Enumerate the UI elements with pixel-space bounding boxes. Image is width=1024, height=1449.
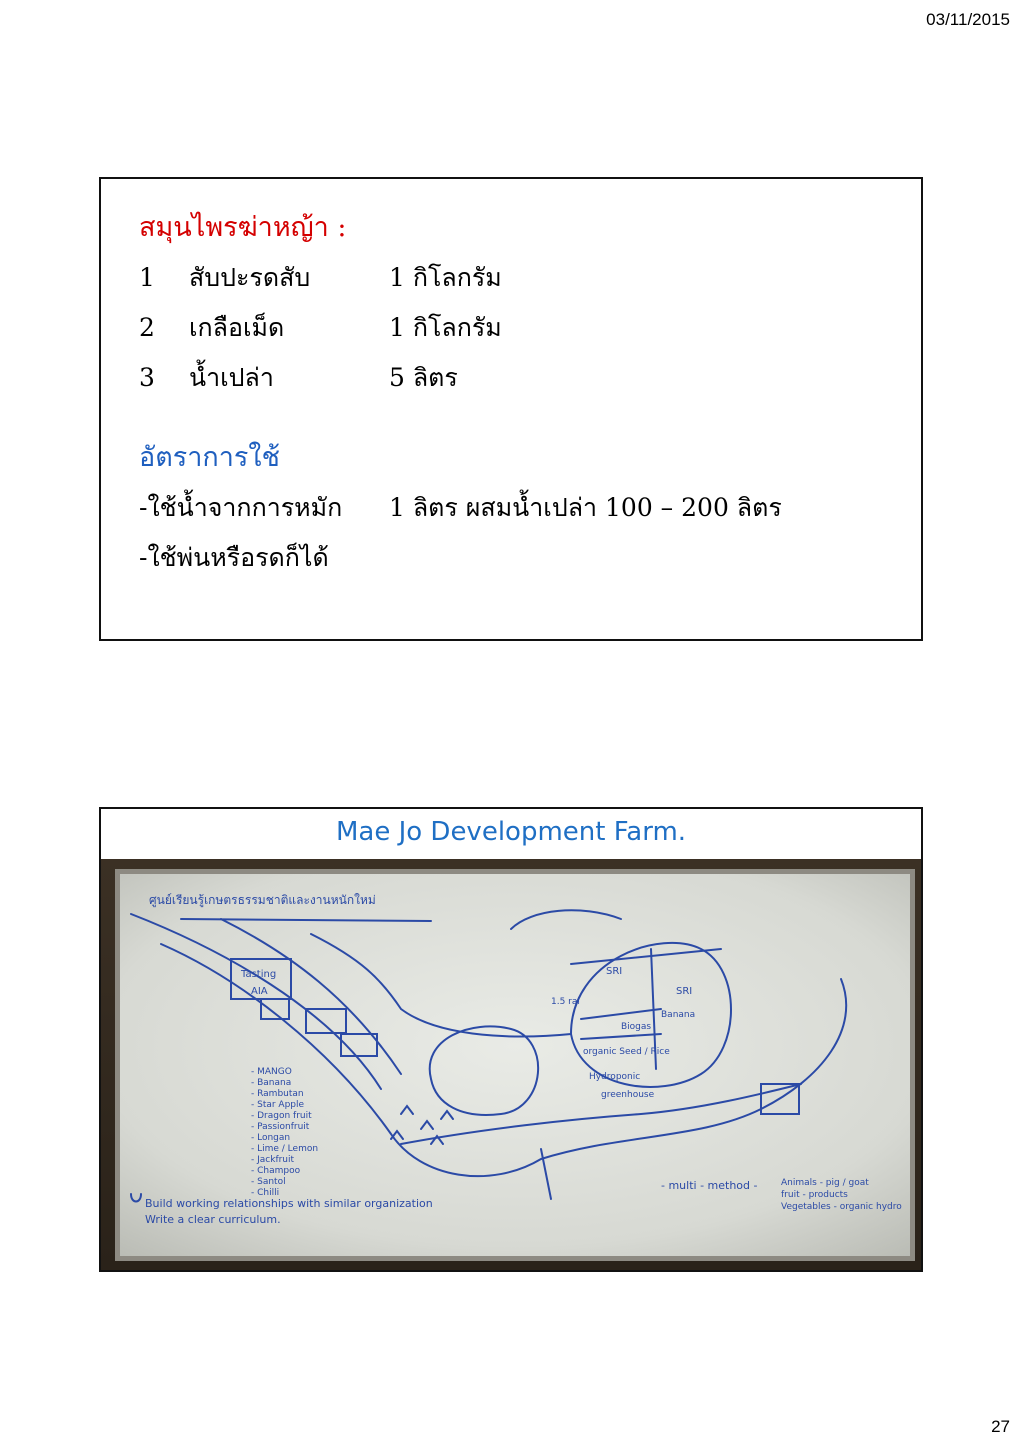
multi-method-item: fruit - products (781, 1190, 848, 1200)
board-label: Hydroponic (589, 1072, 641, 1082)
whiteboard-photo (101, 859, 921, 1270)
board-label: 1.5 rai (551, 997, 580, 1007)
board-label: AIA (251, 986, 268, 997)
board-label: Tasting (241, 969, 277, 980)
fruit-item: - Santol (251, 1177, 286, 1187)
multi-method-label: - multi - method - (661, 1179, 758, 1192)
slide-farm-photo (99, 807, 923, 1272)
ingredient-quantity: 5 ลิตร (389, 363, 458, 392)
usage-line (139, 533, 921, 583)
ingredient-number: 1 (139, 263, 155, 292)
ingredient-quantity: 1 กิโลกรัม (389, 313, 502, 342)
slide-herbal-recipe (99, 177, 923, 641)
board-label: SRI (606, 966, 623, 977)
usage-label: -ใช้น้ำจากการหมัก (139, 493, 343, 522)
board-label: Biogas (621, 1022, 652, 1032)
fruit-item: - Rambutan (251, 1089, 304, 1099)
fruit-item: - Banana (251, 1078, 292, 1088)
ingredient-number: 3 (139, 363, 155, 392)
ingredient-row (139, 353, 921, 403)
fruit-item: - Passionfruit (251, 1122, 310, 1132)
usage-title: อัตราการใช้ (139, 442, 280, 473)
ingredient-name: เกลือเม็ด (189, 313, 285, 342)
board-note: Write a clear curriculum. (145, 1213, 281, 1226)
fruit-item: - Dragon fruit (251, 1111, 312, 1121)
usage-detail: 1 ลิตร ผสมน้ำเปล่า 100 – 200 ลิตร (389, 493, 782, 522)
board-label: Banana (661, 1010, 696, 1020)
page-date: 03/11/2015 (926, 10, 1010, 29)
fruit-item: - Longan (251, 1133, 291, 1143)
board-label: SRI (676, 986, 693, 997)
fruit-item: - MANGO (251, 1067, 292, 1077)
fruit-item: - Star Apple (251, 1100, 305, 1110)
board-label: greenhouse (601, 1090, 655, 1100)
multi-method-item: Vegetables - organic hydro (781, 1202, 902, 1212)
ingredient-number: 2 (139, 313, 155, 342)
farm-title: Mae Jo Development Farm. (335, 817, 687, 847)
multi-method-item: Animals - pig / goat (781, 1178, 869, 1188)
ingredient-row (139, 303, 921, 353)
ingredient-name: น้ำเปล่า (189, 363, 274, 392)
fruit-item: - Lime / Lemon (251, 1144, 319, 1154)
ingredient-name: สับปะรดสับ (189, 263, 311, 292)
ingredient-row (139, 253, 921, 303)
fruit-item: - Jackfruit (251, 1155, 295, 1165)
board-header-text: ศูนย์เรียนรู้เกษตรธรรมชาติและงานหนักใหม่ (149, 893, 376, 907)
ingredient-quantity: 1 กิโลกรัม (389, 263, 502, 292)
page-number: 27 (991, 1417, 1010, 1436)
usage-line (139, 483, 921, 533)
recipe-title: สมุนไพรฆ่าหญ้า : (139, 212, 347, 243)
board-label: organic Seed / Rice (583, 1047, 670, 1057)
fruit-item: - Champoo (251, 1166, 301, 1176)
fruit-item: - Chilli (251, 1188, 280, 1198)
board-note: Build working relationships with similar organization (145, 1197, 433, 1210)
usage-label: -ใช้พ่นหรือรดก็ได้ (139, 543, 329, 572)
